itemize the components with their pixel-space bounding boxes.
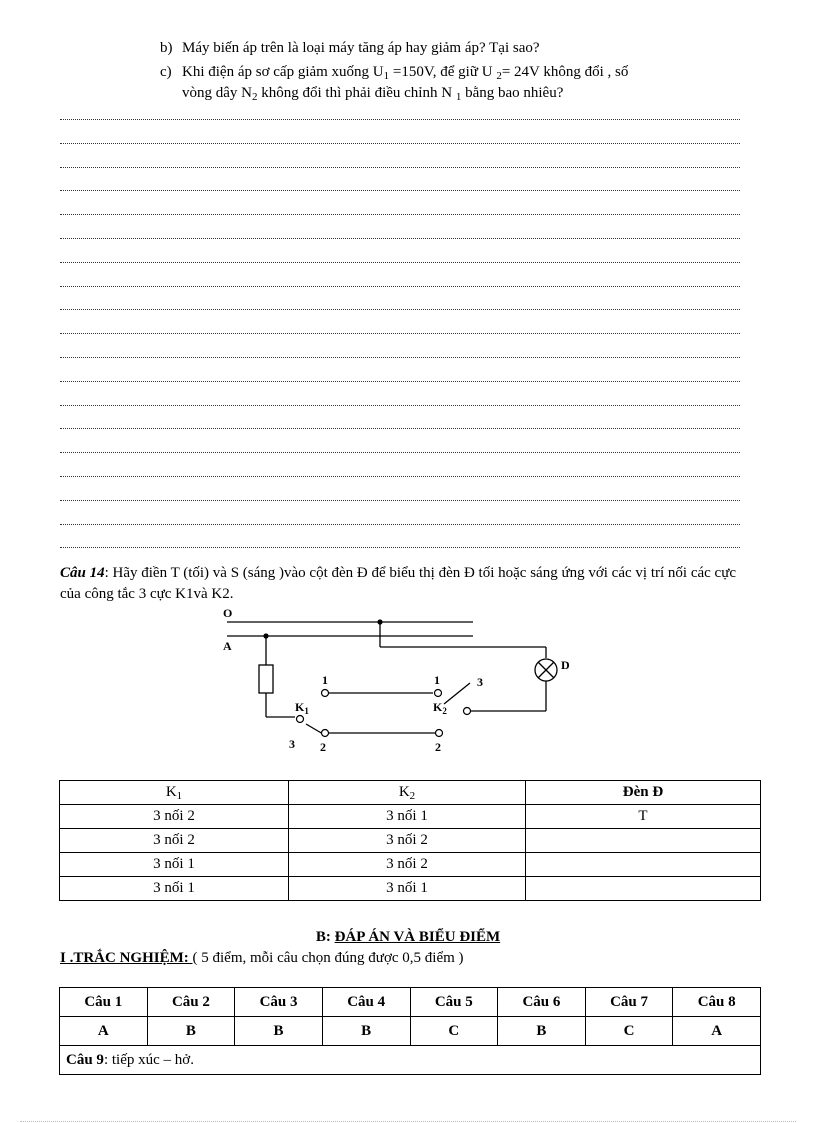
answer-header: Câu 8 <box>673 988 761 1017</box>
question-c-text-4: vòng dây N <box>182 85 252 101</box>
switch-table-header <box>60 781 761 805</box>
answer-line[interactable] <box>60 307 740 310</box>
section-b-title <box>0 929 816 946</box>
k1-label-sub: 1 <box>304 706 309 716</box>
header-k2-main: K <box>398 784 410 800</box>
answer-cell: A <box>673 1017 761 1046</box>
cell-k1: 3 nối 1 <box>60 877 289 901</box>
question-c-text-3: = 24V không đổi , số <box>501 64 629 80</box>
answer-line[interactable] <box>60 474 740 477</box>
k1-terminal-1 <box>322 690 329 697</box>
answer-line[interactable] <box>60 165 740 168</box>
answer-header: Câu 3 <box>235 988 323 1017</box>
cau9-text: : tiếp xúc – hở. <box>103 1051 194 1068</box>
cell-k2: 3 nối 1 <box>289 877 526 901</box>
cell-k2: 3 nối 2 <box>289 853 526 877</box>
section-1-heading: I .TRẮC NGHIỆM: <box>60 950 193 966</box>
answer-line[interactable] <box>60 522 740 525</box>
answer-line[interactable] <box>60 212 740 215</box>
question-c-text-1: Khi điện áp sơ cấp giảm xuống U <box>182 64 384 80</box>
section-1-note: ( 5 điểm, mỗi câu chọn đúng được 0,5 điểm ) <box>192 950 464 966</box>
k1-label-2: 2 <box>320 740 326 754</box>
k1-label-1: 1 <box>322 673 328 687</box>
section-1-title <box>60 950 464 967</box>
k2-blade <box>444 683 470 704</box>
k1-blade <box>306 724 323 734</box>
answer-header: Câu 7 <box>585 988 673 1017</box>
cau14-text: : Hãy điền T (tối) và S (sáng )vào cột đèn Đ để biểu thị đèn Đ tối hoặc sáng ứng với các vị trí nối các cực của công tắc 3 cực K1và K2. <box>60 565 736 602</box>
k2-label-3: 3 <box>477 675 483 689</box>
answer-line[interactable] <box>60 545 740 548</box>
subscript: 2 <box>252 91 258 103</box>
answer-table <box>59 987 761 1075</box>
subscript: 1 <box>383 70 390 82</box>
question-c-label: c) <box>160 64 172 80</box>
subscript: 2 <box>409 790 416 802</box>
cau14-label: Câu 14 <box>60 565 105 581</box>
k1-terminal-2 <box>322 730 329 737</box>
header-lamp: Đèn Đ <box>526 781 761 805</box>
question-c-line1 <box>160 62 760 83</box>
junction-dot <box>264 634 268 638</box>
header-k1-main: K <box>165 784 177 800</box>
junction-dot <box>378 620 382 624</box>
answer-line[interactable] <box>60 331 740 334</box>
table-row <box>60 853 761 877</box>
cell-k1: 3 nối 2 <box>60 829 289 853</box>
question-b-label: b) <box>160 40 173 56</box>
cell-k1: 3 nối 2 <box>60 805 289 829</box>
k2-label-main: K <box>433 700 443 714</box>
cell-k2: 3 nối 1 <box>289 805 526 829</box>
circuit-wires <box>227 622 557 734</box>
answer-line[interactable] <box>60 284 740 287</box>
answer-line[interactable] <box>60 141 740 144</box>
section-b-heading: ĐÁP ÁN VÀ BIỂU ĐIỂM <box>334 929 501 945</box>
section-b-prefix: B: <box>315 929 335 945</box>
header-k2 <box>289 781 526 805</box>
circuit-diagram <box>215 603 575 763</box>
cell-k2: 3 nối 2 <box>289 829 526 853</box>
answer-cell: B <box>498 1017 586 1046</box>
answer-cell: C <box>585 1017 673 1046</box>
answer-row <box>60 1017 761 1046</box>
header-k1 <box>60 781 289 805</box>
table-row <box>60 805 761 829</box>
answer-header: Câu 2 <box>147 988 235 1017</box>
subscript: 1 <box>176 790 183 802</box>
answer-line[interactable] <box>60 450 740 453</box>
k2-terminal-1 <box>435 690 442 697</box>
switch-table <box>59 780 761 901</box>
k1-terminal-3 <box>297 716 304 723</box>
answer-line[interactable] <box>60 426 740 429</box>
k2-terminal-3 <box>464 708 471 715</box>
answer-header-row <box>60 988 761 1017</box>
answer-row-9 <box>60 1046 761 1075</box>
question-c-text-5: không đổi thì phải điều chỉnh N <box>257 85 456 101</box>
k2-label-sub: 2 <box>442 706 447 716</box>
page-footer-rule <box>20 1121 796 1122</box>
cell-lamp[interactable]: T <box>526 805 761 829</box>
subscript: 2 <box>496 70 502 82</box>
label-O: O <box>223 606 233 620</box>
cell-lamp[interactable] <box>526 829 761 853</box>
answer-line[interactable] <box>60 260 740 263</box>
question-b-text: Máy biến áp trên là loại máy tăng áp hay giảm áp? Tại sao? <box>182 40 540 56</box>
subscript: 1 <box>455 91 462 103</box>
diagram-labels <box>223 606 570 754</box>
table-row <box>60 877 761 901</box>
question-c <box>160 62 760 104</box>
question-c-text-6: bằng bao nhiêu? <box>461 85 564 101</box>
answer-line[interactable] <box>60 379 740 382</box>
answer-line[interactable] <box>60 117 740 120</box>
answer-header: Câu 5 <box>410 988 498 1017</box>
answer-line[interactable] <box>60 355 740 358</box>
cau9-label: Câu 9 <box>66 1051 104 1068</box>
k1-label-3: 3 <box>289 737 295 751</box>
table-row <box>60 829 761 853</box>
answer-header: Câu 4 <box>322 988 410 1017</box>
k2-terminal-2 <box>436 730 443 737</box>
question-c-line2 <box>160 83 760 104</box>
answer-line[interactable] <box>60 236 740 239</box>
answer-header: Câu 1 <box>60 988 148 1017</box>
cau14-paragraph <box>60 563 760 605</box>
answer-cau9 <box>60 1046 761 1075</box>
k2-label-1: 1 <box>434 673 440 687</box>
answer-cell: B <box>235 1017 323 1046</box>
answer-header: Câu 6 <box>498 988 586 1017</box>
answer-line[interactable] <box>60 403 740 406</box>
answer-cell: A <box>60 1017 148 1046</box>
answer-line[interactable] <box>60 498 740 501</box>
cell-k1: 3 nối 1 <box>60 853 289 877</box>
answer-cell: C <box>410 1017 498 1046</box>
question-c-text-2: =150V, để giữ U <box>389 64 497 80</box>
cell-lamp[interactable] <box>526 853 761 877</box>
fuse <box>259 665 273 693</box>
k1-label <box>295 700 309 716</box>
label-D: D <box>561 658 570 672</box>
answer-cell: B <box>322 1017 410 1046</box>
cell-lamp[interactable] <box>526 877 761 901</box>
question-b <box>160 38 760 59</box>
answer-line[interactable] <box>60 188 740 191</box>
k2-label-2: 2 <box>435 740 441 754</box>
answer-cell: B <box>147 1017 235 1046</box>
k1-label-main: K <box>295 700 305 714</box>
label-A: A <box>223 639 232 653</box>
